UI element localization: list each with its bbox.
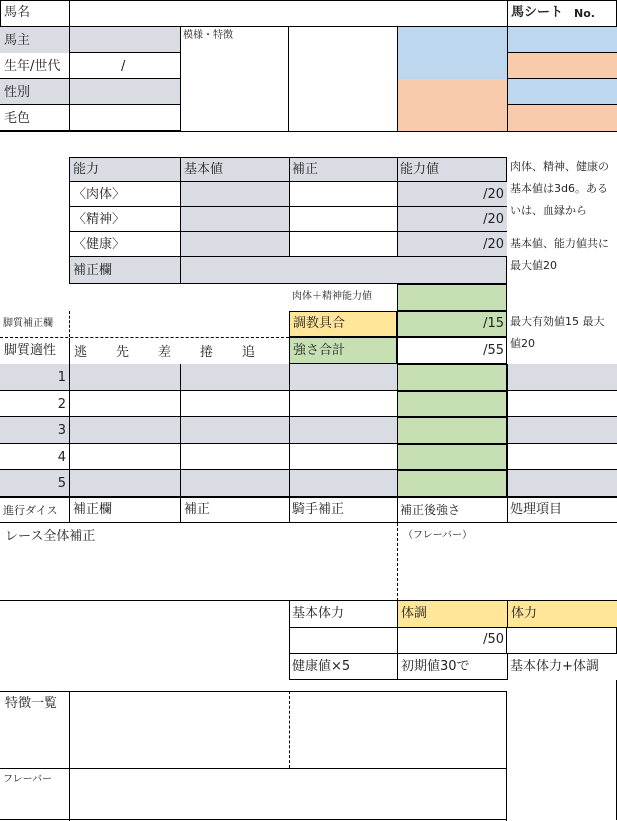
race-row-after-strength[interactable] <box>397 417 507 444</box>
birth-separator: / <box>121 59 126 74</box>
race-row-correction-col[interactable] <box>69 444 180 471</box>
ability-row-max: /20 <box>483 237 504 252</box>
race-row-correction-col[interactable] <box>69 391 180 418</box>
race-total-flavor: （フレーバー） <box>403 530 473 541</box>
race-row-after-strength[interactable] <box>397 391 507 418</box>
leg-style-sashi[interactable]: 差 <box>158 345 172 360</box>
race-total-dash-line <box>397 523 398 601</box>
leg-correction-label: 脚質補正欄 <box>3 318 53 329</box>
stamina-formula: 基本体力+体調 <box>510 659 599 674</box>
base-stamina-input[interactable] <box>289 627 397 654</box>
ability-row-label: 〈健康〉 <box>73 237 126 252</box>
race-row-number: 5 <box>57 476 66 492</box>
cell-base <box>180 232 289 256</box>
ability-header-ability: 能力 <box>73 162 100 177</box>
color-cell-1 <box>507 27 617 53</box>
race-row-number: 3 <box>57 423 66 439</box>
stamina-base-label: 基本体力 <box>292 606 345 621</box>
race-row-after-strength[interactable] <box>397 364 507 391</box>
footer-dice-label: 進行ダイス <box>3 504 58 517</box>
race-row-correction[interactable] <box>180 470 289 497</box>
col-line <box>289 157 290 182</box>
race-row-correction[interactable] <box>180 364 289 391</box>
cell-base <box>180 182 289 206</box>
col-line <box>180 257 181 284</box>
pattern-box[interactable] <box>180 27 289 131</box>
col-line <box>180 207 181 232</box>
ability-correction-label: 補正欄 <box>73 263 113 278</box>
race-row-process[interactable] <box>507 444 617 471</box>
strength-max: /55 <box>483 343 504 358</box>
sex-field[interactable] <box>69 79 180 105</box>
traits-bottom-line <box>0 819 507 820</box>
race-row-process[interactable] <box>507 470 617 497</box>
ability-row-mind <box>69 207 507 232</box>
race-row-process[interactable] <box>507 391 617 418</box>
race-row-number: 2 <box>57 396 66 412</box>
footer-jockey-label: 騎手補正 <box>292 502 345 517</box>
ability-row-label: 〈肉体〉 <box>73 187 126 202</box>
ability-row-health <box>69 232 507 257</box>
coat-field[interactable] <box>69 105 180 131</box>
col-line <box>397 391 398 418</box>
col-line <box>289 497 290 523</box>
note-effective-max: 最大有効値15 最大値20 <box>510 315 605 350</box>
ability-header-base: 基本値 <box>184 162 224 177</box>
race-row-correction[interactable] <box>180 417 289 444</box>
col-line <box>397 207 398 232</box>
body-mind-value[interactable] <box>397 284 507 311</box>
footer-correction-col-label: 補正欄 <box>73 502 113 517</box>
body-mind-label: 肉体＋精神能力値 <box>292 291 372 302</box>
race-row-jockey[interactable] <box>289 364 397 391</box>
strength-label: 強さ合計 <box>293 343 346 358</box>
footer-after-label: 補正後強さ <box>400 503 461 517</box>
leg-aptitude-label: 脚質適性 <box>4 343 57 358</box>
condition-note: 初期値30で <box>401 659 470 674</box>
race-row-after-strength[interactable] <box>397 470 507 497</box>
race-row-correction[interactable] <box>180 391 289 418</box>
coat-label: 毛色 <box>4 111 31 126</box>
col-line <box>289 182 290 207</box>
ability-header-value: 能力値 <box>400 162 440 177</box>
sex-label: 性別 <box>4 85 31 100</box>
col-line <box>69 497 70 523</box>
training-max: /15 <box>483 316 504 331</box>
stamina-bottom-line <box>289 679 507 680</box>
color-block-peach <box>397 79 507 131</box>
traits-label: 特徴一覧 <box>5 696 58 711</box>
leg-style-nige[interactable]: 逃 <box>74 345 88 360</box>
base-stamina-formula: 健康値×5 <box>292 659 351 674</box>
col-line <box>397 444 398 471</box>
race-row-number: 1 <box>57 370 66 385</box>
race-row-process[interactable] <box>507 417 617 444</box>
owner-label: 馬主 <box>4 33 31 48</box>
footer-correction-label: 補正 <box>184 502 211 517</box>
owner-field[interactable] <box>69 27 180 53</box>
horse-name-field[interactable] <box>69 0 507 27</box>
race-row-jockey[interactable] <box>289 444 397 471</box>
col-line <box>397 182 398 207</box>
sheet-number: No. <box>574 7 595 20</box>
ability-header-row <box>69 157 507 182</box>
col-line <box>507 497 508 523</box>
cell-base <box>180 207 289 231</box>
race-row-correction-col[interactable] <box>69 470 180 497</box>
leg-style-makuri[interactable]: 捲 <box>200 345 214 360</box>
col-line <box>289 232 290 257</box>
race-row-jockey[interactable] <box>289 417 397 444</box>
col-line <box>397 497 398 523</box>
ability-correction-row[interactable] <box>69 257 507 284</box>
col-line <box>397 654 398 680</box>
col-line <box>180 497 181 523</box>
col-line <box>507 654 508 680</box>
pattern-empty <box>289 27 397 131</box>
ability-header-correction: 補正 <box>292 162 319 177</box>
col-line <box>397 364 398 391</box>
note-base-values: 肉体、精神、健康の基本値は3d6。あるいは、血縁から <box>510 160 609 217</box>
race-row-after-strength[interactable] <box>397 444 507 471</box>
col-line <box>180 182 181 207</box>
condition-max: /50 <box>483 632 504 647</box>
horse-name-label: 馬名 <box>4 5 31 20</box>
condition-label: 体調 <box>401 606 428 621</box>
col-line <box>397 470 398 497</box>
race-row-number: 4 <box>57 449 66 465</box>
leg-dash-line <box>0 337 289 338</box>
note-max-values: 基本値、能力値共に最大値20 <box>510 237 609 272</box>
ability-row-max: /20 <box>483 212 504 227</box>
col-line <box>289 207 290 232</box>
race-row-jockey[interactable] <box>289 391 397 418</box>
leg-style-oikomi[interactable]: 追 <box>242 345 256 360</box>
race-total-label: レース全体補正 <box>5 529 96 544</box>
col-line <box>397 417 398 444</box>
pattern-label: 模様・特徴 <box>183 30 233 41</box>
race-row-jockey[interactable] <box>289 470 397 497</box>
stamina-input[interactable] <box>507 627 617 654</box>
col-line <box>180 232 181 257</box>
traits-field-right[interactable] <box>289 691 507 768</box>
color-cell-3 <box>507 79 617 105</box>
basic-bottom-line <box>0 131 617 132</box>
leg-style-senko[interactable]: 先 <box>116 345 130 360</box>
flavor-field[interactable] <box>69 768 507 820</box>
race-row-correction-col[interactable] <box>69 417 180 444</box>
stamina-label: 体力 <box>511 606 538 621</box>
birth-label: 生年/世代 <box>4 59 61 74</box>
race-row-process[interactable] <box>507 364 617 391</box>
footer-process-label: 処理項目 <box>510 502 563 517</box>
flavor-label: フレーバー <box>3 774 53 785</box>
col-line <box>397 232 398 257</box>
col-line <box>180 157 181 182</box>
ability-row-body <box>69 182 507 207</box>
traits-field-left[interactable] <box>69 691 289 768</box>
leg-dash-line <box>69 311 70 337</box>
color-cell-4 <box>507 105 617 131</box>
race-row-correction[interactable] <box>180 444 289 471</box>
race-row-correction-col[interactable] <box>69 364 180 391</box>
sheet-title: 馬シート <box>511 5 564 20</box>
ability-row-max: /20 <box>483 187 504 202</box>
color-cell-2 <box>507 53 617 79</box>
leg-col-line <box>69 338 70 364</box>
ability-row-label: 〈精神〉 <box>73 212 126 227</box>
training-label: 調教具合 <box>293 316 346 331</box>
color-block-blue <box>397 27 507 79</box>
col-line <box>397 157 398 182</box>
